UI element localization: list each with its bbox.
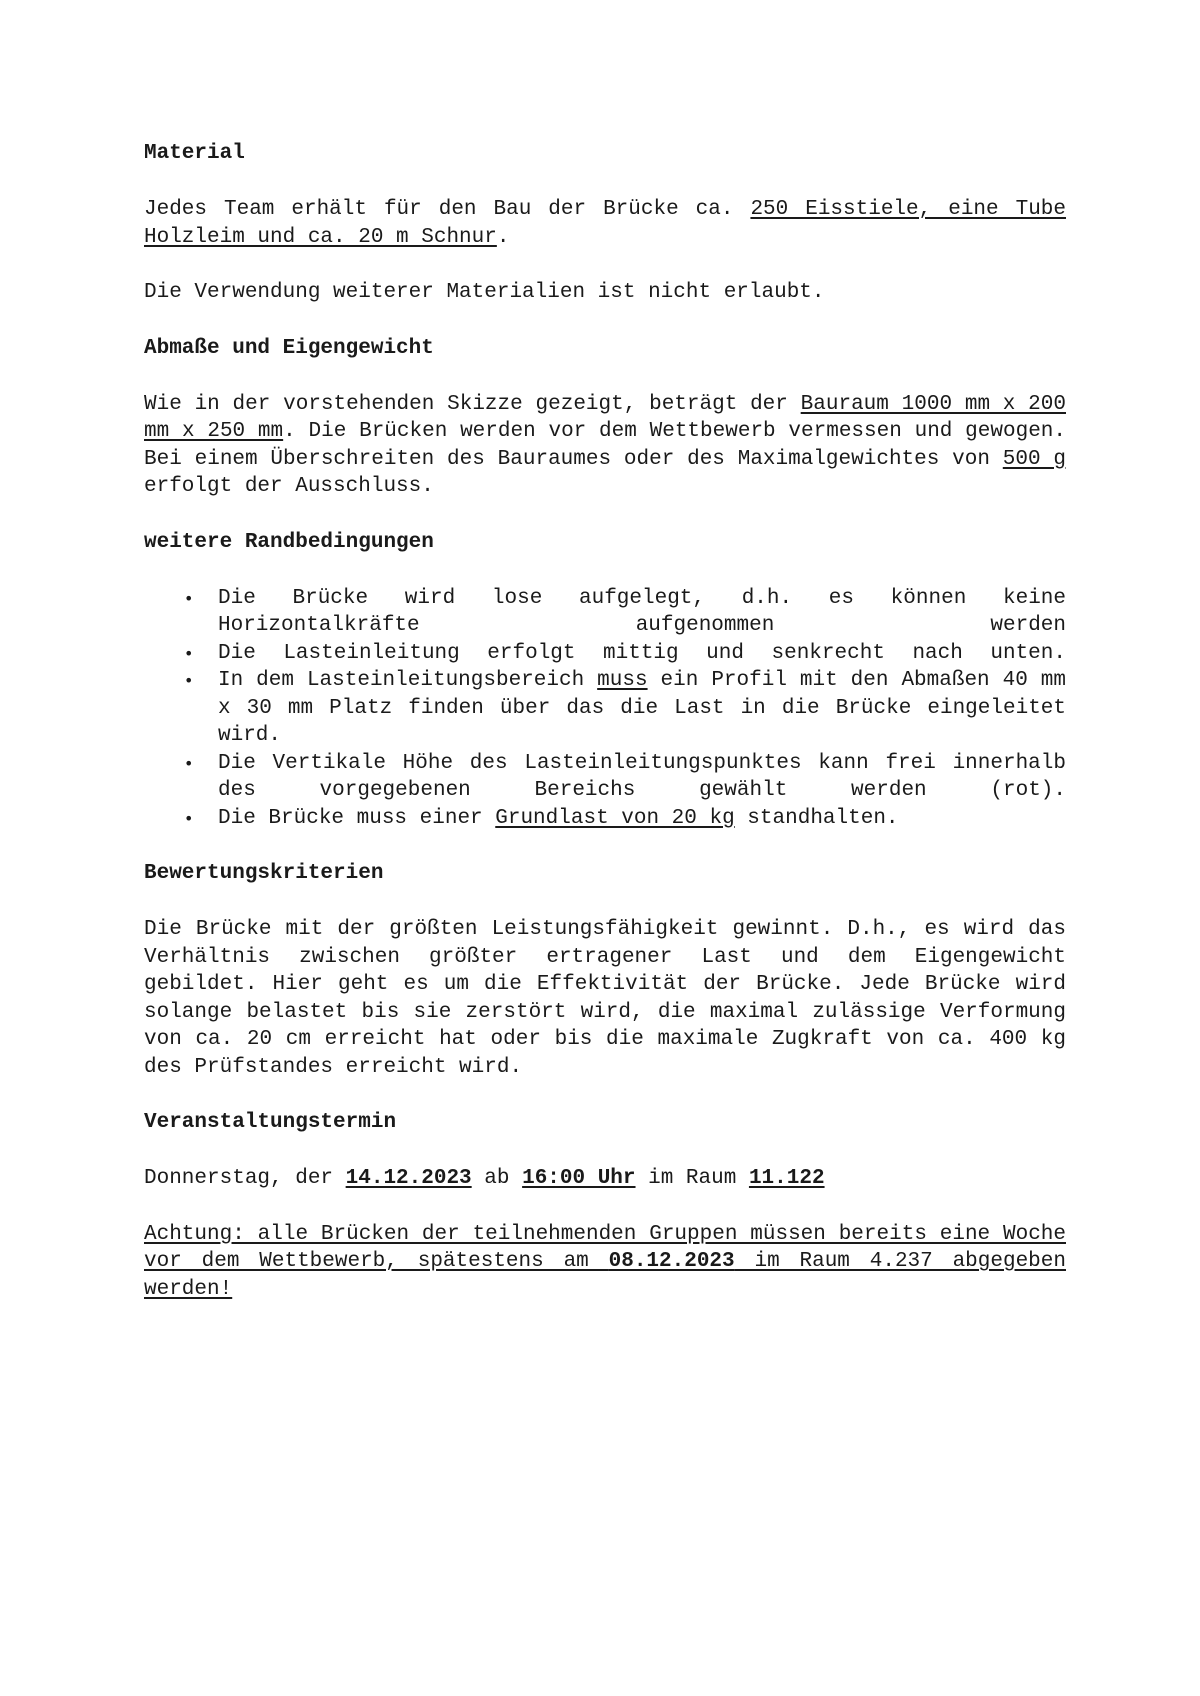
event-time: 16:00 Uhr — [522, 1167, 636, 1190]
event-text-1: Donnerstag, der — [144, 1167, 346, 1190]
bullet-icon: • — [184, 671, 194, 690]
warning-text-after: im Raum 4.237 abgegeben werden! — [144, 1250, 1066, 1301]
dimensions-text-after: erfolgt der Ausschluss. — [144, 475, 434, 498]
heading-criteria: Bewertungskriterien — [144, 862, 384, 885]
event-room: 11.122 — [748, 1167, 825, 1190]
build-space-underlined: Bauraum 1000 mm x 200 mm x 250 mm — [144, 392, 1066, 443]
list-item — [144, 750, 1066, 805]
material-paragraph — [144, 196, 1066, 251]
bullet-icon: • — [184, 643, 194, 663]
event-text-2: ab — [471, 1167, 523, 1190]
document-page — [144, 140, 1066, 1331]
list-item — [144, 667, 1066, 750]
condition-text: Die Vertikale Höhe des Lasteinleitungspunktes kann frei innerhalb des vorgegebenen Bereichs gewählt werden (rot). — [218, 751, 1066, 802]
event-text-3: im Raum — [635, 1167, 749, 1190]
submission-deadline: 08.12.2023 — [608, 1250, 735, 1273]
bullet-icon: • — [184, 753, 194, 773]
material-text-after: . — [496, 225, 510, 249]
warning-text-before: Achtung: alle Brücken der teilnehmenden Gruppen müssen bereits eine Woche vor dem Wettbewerb, spätestens am — [144, 1222, 1066, 1273]
max-weight-underlined: 500 g — [1002, 447, 1066, 471]
dimensions-text-middle: . Die Brücken werden vor dem Wettbewerb vermessen und gewogen. Bei einem Überschreiten des Bauraumes oder des Maximalgewichtes von — [144, 420, 1067, 471]
event-date-line — [144, 1165, 1066, 1193]
list-item — [144, 805, 1066, 833]
condition-text-before: In dem Lasteinleitungsbereich — [218, 669, 598, 692]
condition-text: Die Brücke wird lose aufgelegt, d.h. es können keine Horizontalkräfte aufgenommen werden — [218, 586, 1066, 637]
condition-underlined: muss — [597, 669, 648, 692]
condition-text-after: ein Profil mit den Abmaßen 40 mm x 30 mm Platz finden über das die Last in die Brücke eingeleitet wird. — [218, 669, 1066, 747]
material-list-underlined: 250 Eisstiele, eine Tube Holzleim und ca. 20 m Schnur — [144, 198, 1066, 249]
event-date: 14.12.2023 — [345, 1167, 472, 1190]
heading-material: Material — [144, 142, 245, 165]
dimensions-text-before: Wie in der vorstehenden Skizze gezeigt, beträgt der — [144, 392, 801, 416]
material-text-before: Jedes Team erhält für den Bau der Brücke ca. — [144, 198, 751, 221]
dimensions-paragraph — [144, 391, 1066, 501]
heading-event: Veranstaltungstermin — [144, 1111, 397, 1134]
condition-text: Die Lasteinleitung erfolgt mittig und senkrecht nach unten. — [218, 641, 1066, 665]
condition-text-before: Die Brücke muss einer — [218, 806, 496, 830]
list-item — [144, 640, 1066, 668]
heading-dimensions: Abmaße und Eigengewicht — [144, 336, 434, 360]
base-load-underlined: Grundlast von 20 kg — [495, 806, 735, 830]
bullet-icon: • — [184, 588, 194, 608]
material-restriction: Die Verwendung weiterer Materialien ist nicht erlaubt. — [144, 281, 825, 304]
list-item — [144, 585, 1066, 640]
conditions-list — [144, 585, 1066, 833]
submission-warning — [144, 1221, 1066, 1304]
condition-text-after: standhalten. — [734, 806, 899, 830]
heading-conditions: weitere Randbedingungen — [144, 530, 434, 554]
bullet-icon: • — [184, 808, 194, 828]
criteria-paragraph: Die Brücke mit der größten Leistungsfähigkeit gewinnt. D.h., es wird das Verhältnis zwischen größter ertragener Last und dem Eigengewicht gebildet. Hier geht es um die Effektivität der Brücke. Jede Brücke wird solange belastet bis sie zerstört wird, die maximal zulässige Verformung von ca. 20 cm erreicht hat oder bis die maximale Zugkraft von ca. 400 kg des Prüfstandes erreicht wird. — [144, 918, 1066, 1079]
